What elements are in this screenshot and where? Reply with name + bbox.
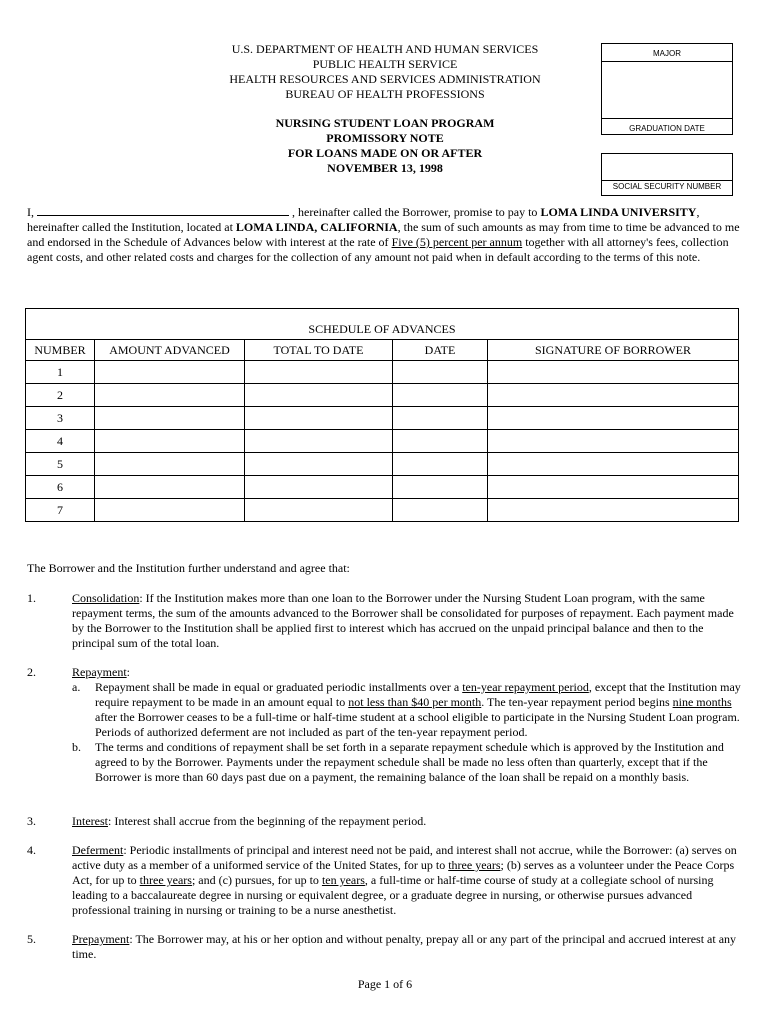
text: : Periodic installments of principal and interest need not be paid, and interest shall not accrue, while the Borrower: (a) serves on active duty as a member of a uniformed service of the United States, for up to <box>72 843 737 872</box>
schedule-title: SCHEDULE OF ADVANCES <box>26 309 739 340</box>
term-heading: Prepayment <box>72 932 130 946</box>
emphasis: not less than $40 per month <box>348 695 482 709</box>
amount-cell[interactable] <box>95 384 245 407</box>
term-heading: Deferment <box>72 843 124 857</box>
term-heading: Consolidation <box>72 591 140 605</box>
signature-cell[interactable] <box>488 430 739 453</box>
date-cell[interactable] <box>393 430 488 453</box>
text: Repayment shall be made in equal or graduated periodic installments over a <box>95 680 463 694</box>
sub-label: b. <box>72 740 81 754</box>
term-heading: Interest <box>72 814 108 828</box>
total-cell[interactable] <box>245 499 393 522</box>
emphasis: three years <box>448 858 501 872</box>
column-header: AMOUNT ADVANCED <box>95 340 245 361</box>
text: : <box>126 665 130 679</box>
promise-paragraph <box>27 204 745 265</box>
repayment-sub-b <box>72 740 741 785</box>
term-text: : The Borrower may, at his or her option and without penalty, prepay all or any part of the principal and accrued interest at any time. <box>72 932 737 961</box>
column-header: TOTAL TO DATE <box>245 340 393 361</box>
date-cell[interactable] <box>393 361 488 384</box>
date-cell[interactable] <box>393 384 488 407</box>
total-cell[interactable] <box>245 384 393 407</box>
agency-line: BUREAU OF HEALTH PROFESSIONS <box>285 87 485 101</box>
title-line: FOR LOANS MADE ON OR AFTER <box>287 146 483 160</box>
sub-label: a. <box>72 680 81 694</box>
total-cell[interactable] <box>245 476 393 499</box>
graduation-date-label: GRADUATION DATE <box>629 124 705 133</box>
total-cell[interactable] <box>245 361 393 384</box>
row-number: 7 <box>26 499 95 522</box>
text: after the Borrower ceases to be a full-time or half-time student at a school eligible to participate in the Nursing Student Loan program. Periods of authorized deferment are not included as part of the ten-year repayment period. <box>95 710 740 739</box>
institution-name: LOMA LINDA UNIVERSITY <box>540 205 697 219</box>
title-line: NOVEMBER 13, 1998 <box>327 161 443 175</box>
text: The terms and conditions of repayment shall be set forth in a separate repayment schedule which is approved by the Institution and agreed to by the Borrower. Payments under the repayment schedule shall be made no less often than quarterly, except that if the Borrower is more than 60 days past due on a payment, the remaining balance of the loan shall be repaid on a monthly basis. <box>95 740 724 784</box>
signature-cell[interactable] <box>488 361 739 384</box>
table-row <box>26 361 739 384</box>
table-row <box>26 407 739 430</box>
text: I, <box>27 205 37 219</box>
text: , hereinafter called the Institution, located at <box>27 205 700 234</box>
schedule-of-advances-table <box>25 308 739 522</box>
title-line: PROMISSORY NOTE <box>326 131 444 145</box>
row-number: 2 <box>26 384 95 407</box>
divider <box>602 180 732 181</box>
emphasis: ten years <box>321 873 365 887</box>
title-line: NURSING STUDENT LOAN PROGRAM <box>275 116 495 130</box>
amount-cell[interactable] <box>95 453 245 476</box>
text: , a full-time or half-time course of study at a collegiate school of nursing leading to a baccalaureate degree in nursing or equivalent degree, or a graduate degree in nursing, or otherwise pursues advanced professional training in nursing or training to be a nurse anesthetist. <box>72 873 714 917</box>
row-number: 5 <box>26 453 95 476</box>
total-cell[interactable] <box>245 430 393 453</box>
text: together with all attorney's fees, collection agent costs, and other related costs and charges for the collection of any amount not paid when in default according to the terms of this note. <box>27 235 729 264</box>
term-number: 2. <box>27 665 36 679</box>
column-header: SIGNATURE OF BORROWER <box>488 340 739 361</box>
amount-cell[interactable] <box>95 499 245 522</box>
term-text: : If the Institution makes more than one loan to the Borrower under the Nursing Student Loan program, with the same repayment terms, the sum of the amounts advanced to the Borrower shall be consolidated for purposes of repayment. Each payment made by the Borrower to the Institution shall be applied first to interest which has accrued on the unpaid principal balance and then to the principal sum of the total loan. <box>72 591 734 650</box>
text: ; and (c) pursues, for up to <box>191 873 322 887</box>
table-row <box>26 499 739 522</box>
agreement-intro: The Borrower and the Institution further understand and agree that: <box>27 561 350 575</box>
row-number: 4 <box>26 430 95 453</box>
term-number: 5. <box>27 932 36 946</box>
row-number: 6 <box>26 476 95 499</box>
agency-line: PUBLIC HEALTH SERVICE <box>312 57 458 71</box>
date-cell[interactable] <box>393 407 488 430</box>
text: ; (b) serves as a volunteer under the Peace Corps Act, for up to <box>72 858 735 887</box>
signature-cell[interactable] <box>488 453 739 476</box>
table-row <box>26 476 739 499</box>
amount-cell[interactable] <box>95 407 245 430</box>
text: . The ten-year repayment period begins <box>481 695 673 709</box>
signature-cell[interactable] <box>488 384 739 407</box>
total-cell[interactable] <box>245 453 393 476</box>
table-row <box>26 384 739 407</box>
interest-rate: Five (5) percent per annum <box>391 235 523 249</box>
term-number: 1. <box>27 591 36 605</box>
amount-cell[interactable] <box>95 430 245 453</box>
major-field[interactable] <box>602 61 731 116</box>
date-cell[interactable] <box>393 499 488 522</box>
row-number: 3 <box>26 407 95 430</box>
signature-cell[interactable] <box>488 407 739 430</box>
emphasis: nine months <box>672 695 732 709</box>
column-header: DATE <box>393 340 488 361</box>
total-cell[interactable] <box>245 407 393 430</box>
text: , the sum of such amounts as may from time to time be advanced to me and endorsed in the Schedule of Advances below with interest at the rate of <box>27 220 740 249</box>
date-cell[interactable] <box>393 476 488 499</box>
institution-location: LOMA LINDA, CALIFORNIA <box>235 220 398 234</box>
borrower-name-field[interactable] <box>37 204 289 216</box>
text: , hereinafter called the Borrower, promise to pay to <box>289 205 541 219</box>
agency-header <box>200 42 570 102</box>
signature-cell[interactable] <box>488 476 739 499</box>
row-number: 1 <box>26 361 95 384</box>
signature-cell[interactable] <box>488 499 739 522</box>
graduation-date-field[interactable] <box>602 118 731 120</box>
repayment-sub-a <box>72 680 741 740</box>
ssn-label: SOCIAL SECURITY NUMBER <box>612 182 722 191</box>
term-heading: Repayment <box>72 665 127 679</box>
emphasis: three years <box>139 873 192 887</box>
major-label: MAJOR <box>653 49 681 58</box>
table-row <box>26 453 739 476</box>
emphasis: ten-year repayment period <box>462 680 589 694</box>
term-number: 3. <box>27 814 36 828</box>
amount-cell[interactable] <box>95 361 245 384</box>
document-title <box>220 116 550 176</box>
term-number: 4. <box>27 843 36 857</box>
agency-line: U.S. DEPARTMENT OF HEALTH AND HUMAN SERVICES <box>231 42 539 56</box>
date-cell[interactable] <box>393 453 488 476</box>
amount-cell[interactable] <box>95 476 245 499</box>
page-number: Page 1 of 6 <box>357 977 413 991</box>
agency-line: HEALTH RESOURCES AND SERVICES ADMINISTRATION <box>229 72 541 86</box>
table-row <box>26 430 739 453</box>
column-header: NUMBER <box>26 340 95 361</box>
term-text: : Interest shall accrue from the beginning of the repayment period. <box>107 814 427 828</box>
text: , except that the Institution may require repayment to be made in an amount equal to <box>95 680 741 709</box>
